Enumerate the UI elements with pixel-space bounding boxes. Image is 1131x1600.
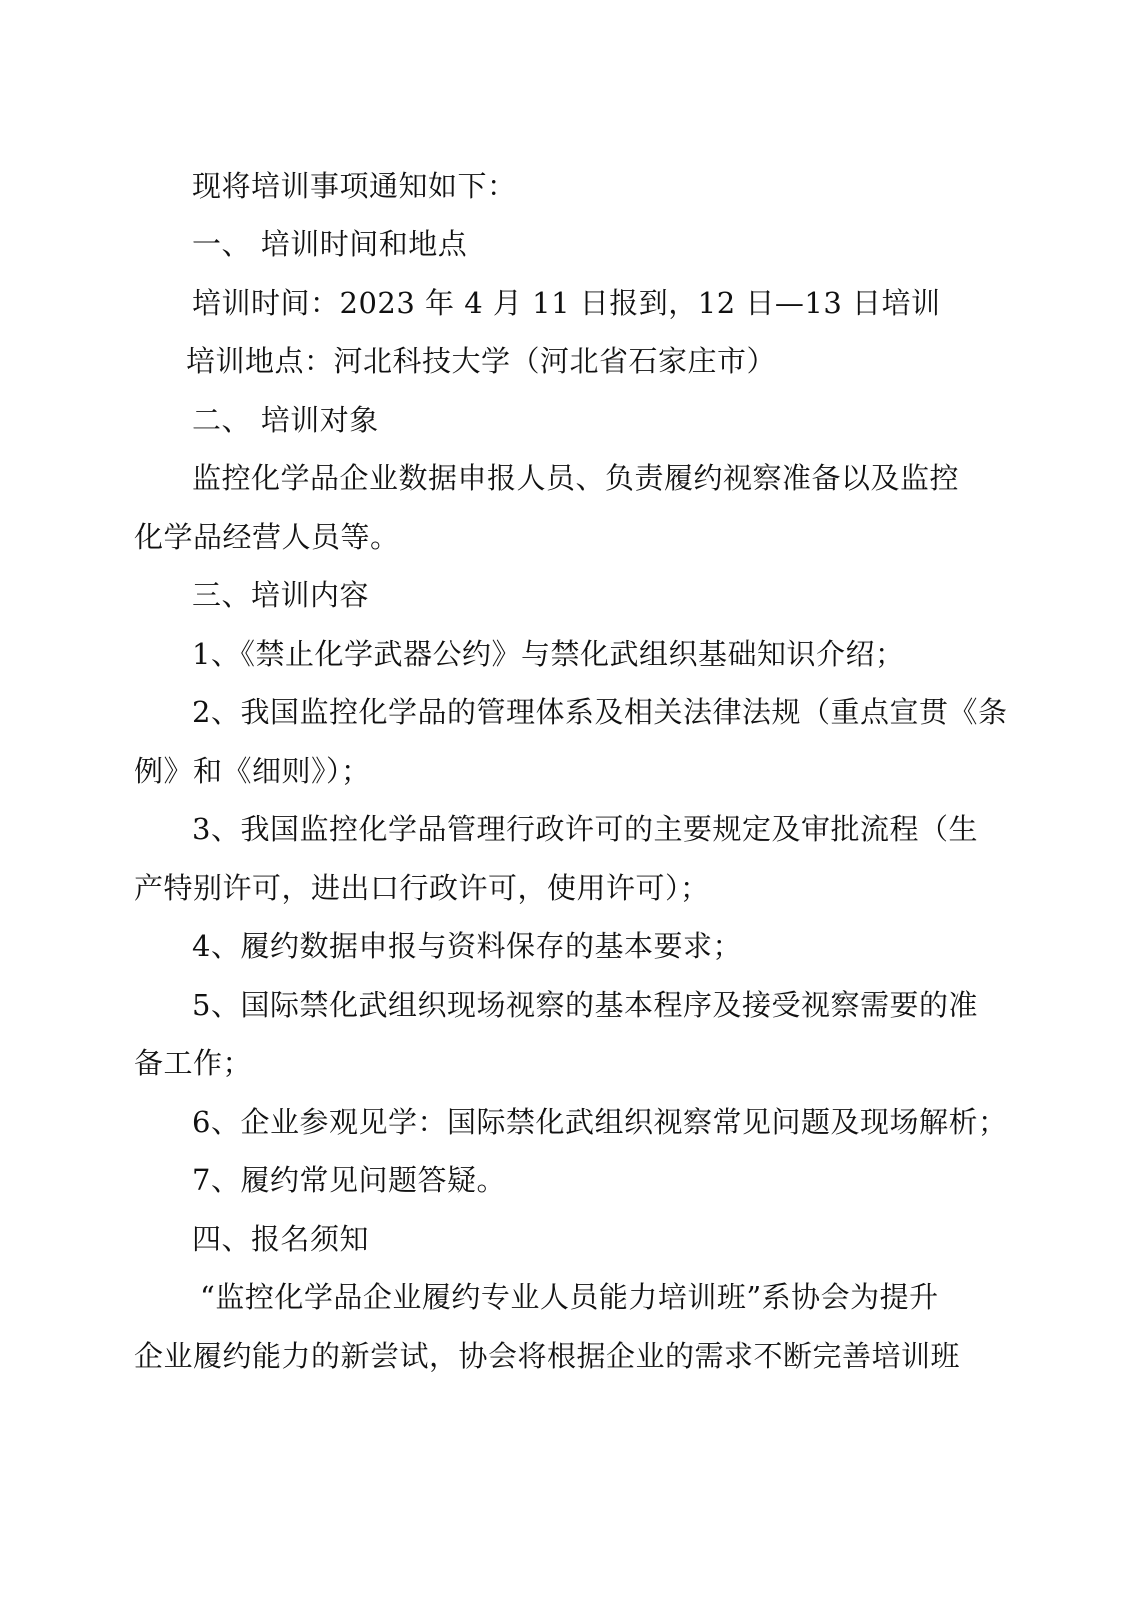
content-item-6: 6、企业参观见学：国际禁化武组织视察常见问题及现场解析； <box>192 1105 1008 1139</box>
content-item-5-line-2: 备工作； <box>134 1046 253 1080</box>
section-heading-audience: 二、 培训对象 <box>192 403 379 437</box>
content-item-3-line-1: 3、我国监控化学品管理行政许可的主要规定及审批流程（生 <box>192 812 978 846</box>
content-item-5-line-1: 5、国际禁化武组织现场视察的基本程序及接受视察需要的准 <box>192 988 978 1022</box>
training-location: 培训地点：河北科技大学（河北省石家庄市） <box>186 344 777 378</box>
content-item-2-line-1: 2、我国监控化学品的管理体系及相关法律法规（重点宣贯《条 <box>192 695 1008 729</box>
audience-text-line-2: 化学品经营人员等。 <box>134 520 400 554</box>
intro-text: 现将培训事项通知如下： <box>192 169 517 203</box>
content-item-2-line-2: 例》和《细则》）； <box>134 754 371 788</box>
registration-text-line-1: “监控化学品企业履约专业人员能力培训班”系协会为提升 <box>200 1280 939 1314</box>
training-time: 培训时间：2023 年 4 月 11 日报到，12 日—13 日培训 <box>192 286 941 320</box>
section-heading-time-place: 一、 培训时间和地点 <box>192 227 468 261</box>
content-item-1: 1、《禁止化学武器公约》与禁化武组织基础知识介绍； <box>192 637 905 671</box>
content-item-7: 7、履约常见问题答疑。 <box>192 1163 506 1197</box>
audience-text-line-1: 监控化学品企业数据申报人员、负责履约视察准备以及监控 <box>192 461 960 495</box>
section-heading-content: 三、培训内容 <box>192 578 370 612</box>
content-item-3-line-2: 产特别许可，进出口行政许可，使用许可）； <box>134 871 710 905</box>
content-item-4: 4、履约数据申报与资料保存的基本要求； <box>192 929 742 963</box>
registration-text-line-2: 企业履约能力的新尝试，协会将根据企业的需求不断完善培训班 <box>134 1339 961 1373</box>
section-heading-registration: 四、报名须知 <box>192 1222 370 1256</box>
